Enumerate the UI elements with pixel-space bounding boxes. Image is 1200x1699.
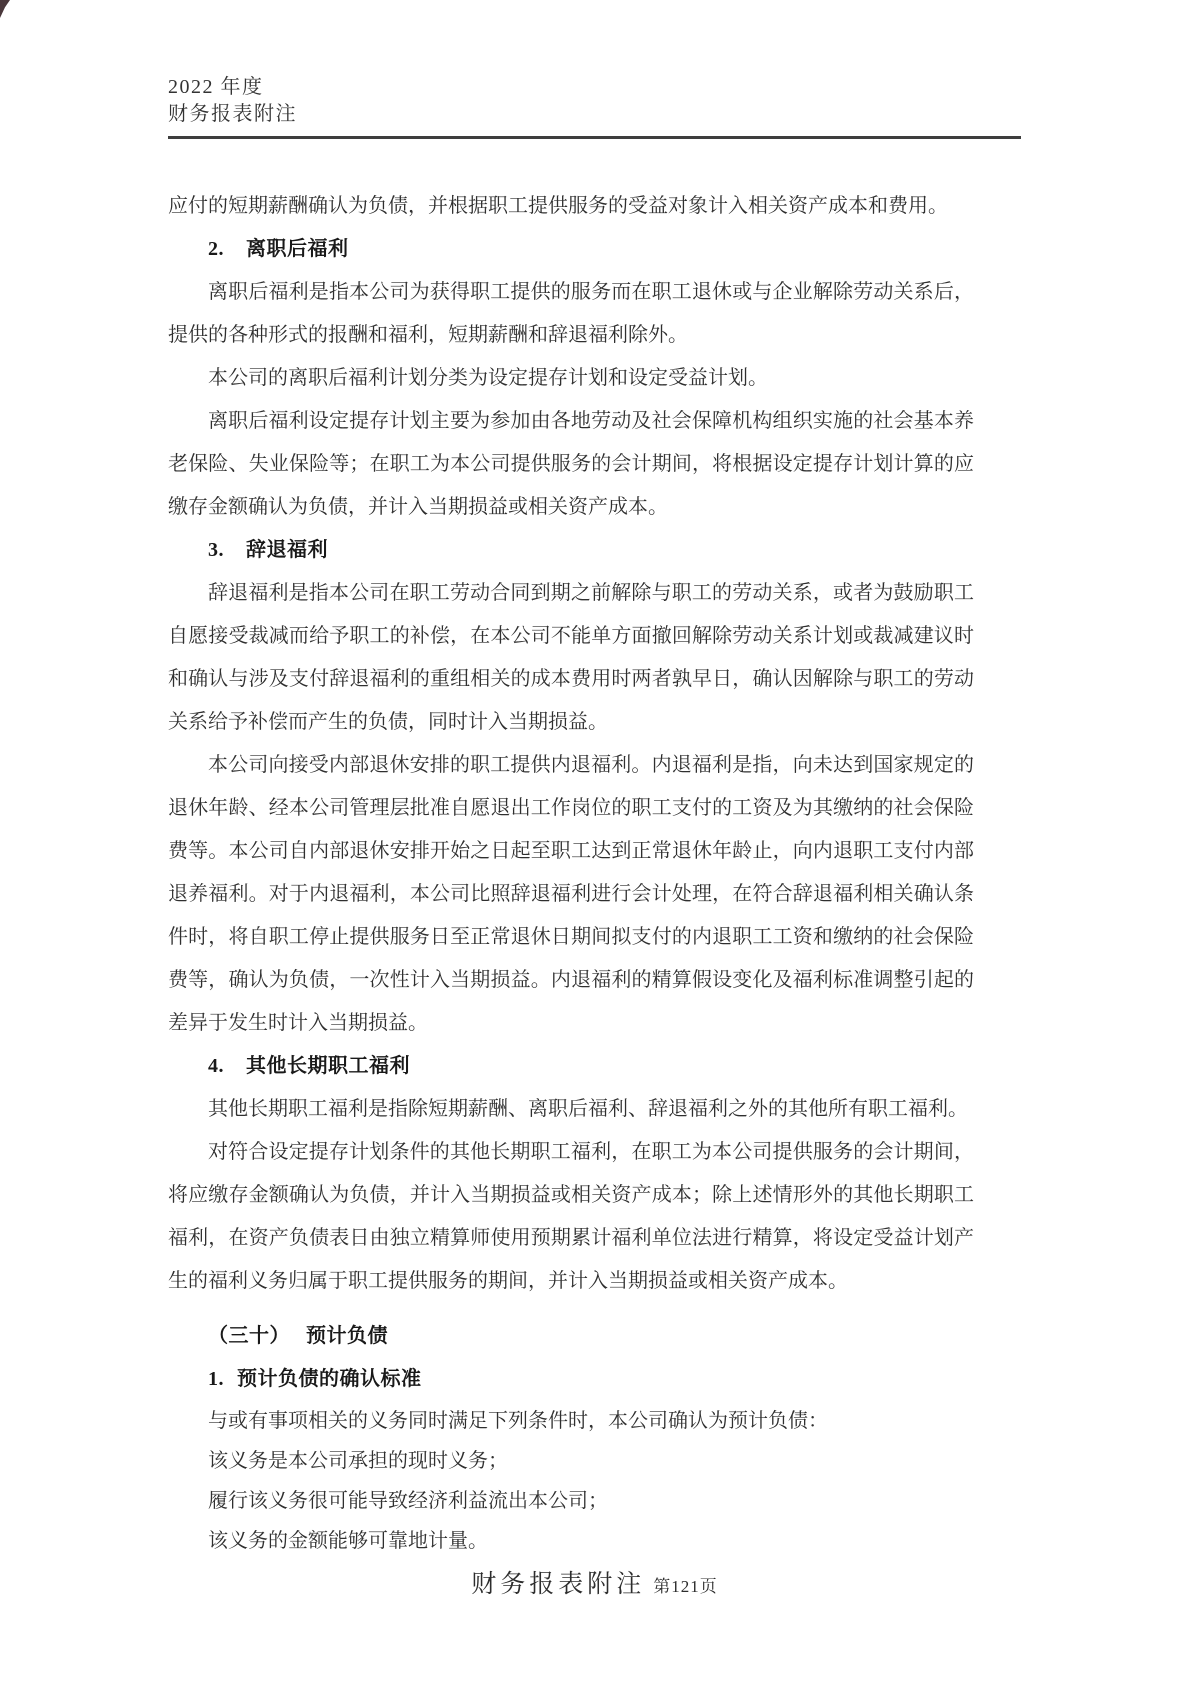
heading-number: （三十） (208, 1325, 290, 1347)
heading-number: 3. (208, 539, 224, 561)
paragraph-plan-classification: 本公司的离职后福利计划分类为设定提存计划和设定受益计划。 (208, 367, 768, 389)
document-body (168, 185, 974, 1561)
heading-number: 1. (208, 1368, 224, 1390)
heading-post-employment-benefits (168, 228, 974, 271)
paragraph-short-term-pay-continuation: 应付的短期薪酬确认为负债，并根据职工提供服务的受益对象计入相关资产成本和费用。 (168, 195, 948, 217)
heading-number: 2. (208, 238, 224, 260)
page-header (168, 74, 1021, 139)
heading-number: 4. (208, 1055, 224, 1077)
header-doc-title: 财务报表附注 (168, 103, 297, 125)
list-item-condition-economic-outflow: 履行该义务很可能导致经济利益流出本公司； (208, 1490, 608, 1512)
heading-label: 其他长期职工福利 (246, 1055, 410, 1077)
provision-conditions-list (168, 1401, 974, 1561)
paragraph-early-retirement-benefits: 本公司向接受内部退休安排的职工提供内退福利。内退福利是指，向未达到国家规定的退休年龄、经本公司管理层批准自愿退出工作岗位的职工支付的工资及为其缴纳的社会保险费等。本公司自内部退休安排开始之日起至职工达到正常退休年龄止，向内退职工支付内部退养福利。对于内退福利，本公司比照辞退福利进行会计处理，在符合辞退福利相关确认条件时，将自职工停止提供服务日至正常退休日期间拟支付的内退职工工资和缴纳的社会保险费等，确认为负债，一次性计入当期损益。内退福利的精算假设变化及福利标准调整引起的差异于发生时计入当期损益。 (168, 754, 974, 1034)
list-item-condition-present-obligation: 该义务是本公司承担的现时义务； (208, 1450, 508, 1472)
paragraph-other-longterm-detail: 对符合设定提存计划条件的其他长期职工福利，在职工为本公司提供服务的会计期间，将应缴存金额确认为负债，并计入当期损益或相关资产成本；除上述情形外的其他长期职工福利，在资产负债表日由独立精算师使用预期累计福利单位法进行精算，将设定受益计划产生的福利义务归属于职工提供服务的期间，并计入当期损益或相关资产成本。 (168, 1141, 974, 1292)
paragraph-other-longterm-definition: 其他长期职工福利是指除短期薪酬、离职后福利、辞退福利之外的其他所有职工福利。 (208, 1098, 968, 1120)
page-footer (168, 1564, 1021, 1600)
header-rule (168, 136, 1021, 139)
heading-provision-recognition-criteria (168, 1358, 974, 1401)
heading-label: 预计负债 (306, 1325, 388, 1347)
paragraph-post-employment-definition: 离职后福利是指本公司为获得职工提供的服务而在职工退休或与企业解除劳动关系后，提供的各种形式的报酬和福利，短期薪酬和辞退福利除外。 (168, 281, 974, 346)
heading-section-thirty-provisions (168, 1315, 974, 1358)
heading-other-longterm-benefits (168, 1045, 974, 1088)
header-year: 2022 年度 (168, 76, 264, 98)
list-item-condition-reliable-measurement: 该义务的金额能够可靠地计量。 (208, 1530, 488, 1552)
heading-label: 预计负债的确认标准 (237, 1368, 422, 1390)
heading-label: 辞退福利 (246, 539, 328, 561)
footer-page-number: 第121页 (653, 1577, 718, 1596)
paragraph-termination-definition: 辞退福利是指本公司在职工劳动合同到期之前解除与职工的劳动关系，或者为鼓励职工自愿接受裁减而给予职工的补偿，在本公司不能单方面撤回解除劳动关系计划或裁减建议时和确认与涉及支付辞退福利的重组相关的成本费用时两者孰早日，确认因解除与职工的劳动关系给予补偿而产生的负债，同时计入当期损益。 (168, 582, 974, 733)
paragraph-provision-intro: 与或有事项相关的义务同时满足下列条件时，本公司确认为预计负债： (208, 1410, 828, 1432)
heading-label: 离职后福利 (246, 238, 349, 260)
scan-artifact (0, 0, 10, 18)
paragraph-defined-contribution-plan: 离职后福利设定提存计划主要为参加由各地劳动及社会保障机构组织实施的社会基本养老保险、失业保险等；在职工为本公司提供服务的会计期间，将根据设定提存计划计算的应缴存金额确认为负债，并计入当期损益或相关资产成本。 (168, 410, 974, 518)
heading-termination-benefits (168, 529, 974, 572)
footer-doc-title: 财务报表附注 (471, 1571, 646, 1598)
